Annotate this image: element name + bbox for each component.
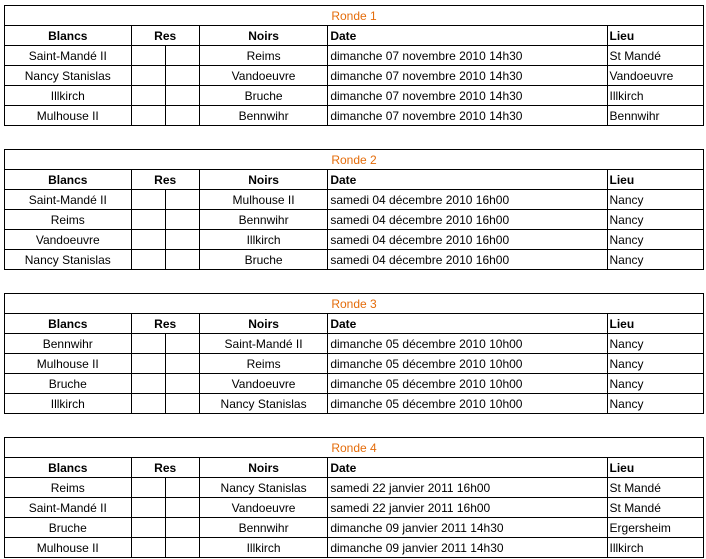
cell-date: samedi 22 janvier 2011 16h00 <box>328 478 607 498</box>
cell-noirs: Nancy Stanislas <box>199 478 328 498</box>
header-lieu: Lieu <box>607 170 703 190</box>
cell-date: samedi 22 janvier 2011 16h00 <box>328 498 607 518</box>
header-date: Date <box>328 26 607 46</box>
cell-res-white <box>131 210 165 230</box>
cell-res-white <box>131 230 165 250</box>
cell-blancs: Illkirch <box>5 394 132 414</box>
cell-blancs: Saint-Mandé II <box>5 46 132 66</box>
cell-res-black <box>165 354 199 374</box>
header-date: Date <box>328 170 607 190</box>
header-blancs: Blancs <box>5 314 132 334</box>
cell-date: dimanche 05 décembre 2010 10h00 <box>328 354 607 374</box>
cell-blancs: Mulhouse II <box>5 106 132 126</box>
cell-blancs: Reims <box>5 478 132 498</box>
cell-noirs: Nancy Stanislas <box>199 394 328 414</box>
cell-blancs: Vandoeuvre <box>5 230 132 250</box>
cell-res-black <box>165 106 199 126</box>
header-date: Date <box>328 458 607 478</box>
cell-date: dimanche 07 novembre 2010 14h30 <box>328 46 607 66</box>
header-date: Date <box>328 314 607 334</box>
cell-lieu: Nancy <box>607 374 703 394</box>
cell-noirs: Vandoeuvre <box>199 66 328 86</box>
cell-noirs: Mulhouse II <box>199 190 328 210</box>
cell-res-black <box>165 210 199 230</box>
cell-lieu: Illkirch <box>607 538 703 558</box>
cell-res-black <box>165 230 199 250</box>
cell-res-black <box>165 478 199 498</box>
cell-lieu: St Mandé <box>607 46 703 66</box>
cell-res-black <box>165 518 199 538</box>
match-row <box>5 334 704 354</box>
match-row <box>5 394 704 414</box>
cell-res-black <box>165 394 199 414</box>
match-row <box>5 498 704 518</box>
cell-blancs: Illkirch <box>5 86 132 106</box>
header-noirs: Noirs <box>199 458 328 478</box>
match-row <box>5 538 704 558</box>
header-lieu: Lieu <box>607 314 703 334</box>
cell-res-black <box>165 46 199 66</box>
cell-date: dimanche 09 janvier 2011 14h30 <box>328 518 607 538</box>
header-noirs: Noirs <box>199 26 328 46</box>
cell-res-black <box>165 374 199 394</box>
cell-blancs: Bruche <box>5 518 132 538</box>
header-res: Res <box>131 458 199 478</box>
cell-date: samedi 04 décembre 2010 16h00 <box>328 250 607 270</box>
cell-noirs: Vandoeuvre <box>199 374 328 394</box>
cell-res-black <box>165 498 199 518</box>
cell-lieu: Nancy <box>607 230 703 250</box>
cell-lieu: Nancy <box>607 334 703 354</box>
ronde-title: Ronde 1 <box>5 6 704 26</box>
cell-noirs: Illkirch <box>199 538 328 558</box>
cell-blancs: Bennwihr <box>5 334 132 354</box>
cell-res-white <box>131 190 165 210</box>
header-lieu: Lieu <box>607 26 703 46</box>
cell-res-black <box>165 334 199 354</box>
cell-res-white <box>131 478 165 498</box>
cell-blancs: Nancy Stanislas <box>5 66 132 86</box>
cell-lieu: Nancy <box>607 394 703 414</box>
match-row <box>5 230 704 250</box>
cell-date: dimanche 05 décembre 2010 10h00 <box>328 374 607 394</box>
ronde-table <box>4 5 704 126</box>
cell-res-white <box>131 394 165 414</box>
cell-res-white <box>131 250 165 270</box>
match-row <box>5 46 704 66</box>
cell-res-white <box>131 66 165 86</box>
cell-res-white <box>131 334 165 354</box>
cell-lieu: Vandoeuvre <box>607 66 703 86</box>
cell-lieu: St Mandé <box>607 498 703 518</box>
cell-res-black <box>165 86 199 106</box>
cell-lieu: St Mandé <box>607 478 703 498</box>
cell-lieu: Nancy <box>607 354 703 374</box>
cell-noirs: Illkirch <box>199 230 328 250</box>
header-res: Res <box>131 170 199 190</box>
cell-lieu: Ergersheim <box>607 518 703 538</box>
ronde-title: Ronde 3 <box>5 294 704 314</box>
header-lieu: Lieu <box>607 458 703 478</box>
cell-res-white <box>131 106 165 126</box>
cell-noirs: Saint-Mandé II <box>199 334 328 354</box>
match-row <box>5 106 704 126</box>
cell-date: dimanche 07 novembre 2010 14h30 <box>328 106 607 126</box>
cell-date: samedi 04 décembre 2010 16h00 <box>328 190 607 210</box>
cell-blancs: Saint-Mandé II <box>5 190 132 210</box>
cell-res-black <box>165 190 199 210</box>
cell-date: dimanche 07 novembre 2010 14h30 <box>328 86 607 106</box>
cell-blancs: Mulhouse II <box>5 354 132 374</box>
cell-noirs: Bennwihr <box>199 210 328 230</box>
cell-lieu: Nancy <box>607 250 703 270</box>
cell-res-white <box>131 374 165 394</box>
match-row <box>5 518 704 538</box>
header-blancs: Blancs <box>5 26 132 46</box>
cell-date: dimanche 09 janvier 2011 14h30 <box>328 538 607 558</box>
match-row <box>5 354 704 374</box>
header-res: Res <box>131 26 199 46</box>
cell-noirs: Bruche <box>199 86 328 106</box>
ronde-title: Ronde 2 <box>5 150 704 170</box>
ronde-table <box>4 437 704 558</box>
cell-lieu: Bennwihr <box>607 106 703 126</box>
cell-date: samedi 04 décembre 2010 16h00 <box>328 210 607 230</box>
cell-res-white <box>131 498 165 518</box>
match-row <box>5 478 704 498</box>
cell-noirs: Bennwihr <box>199 106 328 126</box>
cell-date: samedi 04 décembre 2010 16h00 <box>328 230 607 250</box>
cell-blancs: Saint-Mandé II <box>5 498 132 518</box>
cell-res-black <box>165 66 199 86</box>
cell-noirs: Bennwihr <box>199 518 328 538</box>
header-noirs: Noirs <box>199 170 328 190</box>
cell-blancs: Reims <box>5 210 132 230</box>
header-blancs: Blancs <box>5 458 132 478</box>
cell-noirs: Vandoeuvre <box>199 498 328 518</box>
cell-res-black <box>165 538 199 558</box>
cell-date: dimanche 05 décembre 2010 10h00 <box>328 334 607 354</box>
cell-res-white <box>131 46 165 66</box>
cell-res-white <box>131 354 165 374</box>
cell-lieu: Nancy <box>607 210 703 230</box>
match-row <box>5 374 704 394</box>
cell-res-white <box>131 518 165 538</box>
cell-date: dimanche 07 novembre 2010 14h30 <box>328 66 607 86</box>
cell-blancs: Nancy Stanislas <box>5 250 132 270</box>
cell-lieu: Nancy <box>607 190 703 210</box>
cell-date: dimanche 05 décembre 2010 10h00 <box>328 394 607 414</box>
match-row <box>5 210 704 230</box>
ronde-title: Ronde 4 <box>5 438 704 458</box>
cell-blancs: Bruche <box>5 374 132 394</box>
ronde-table <box>4 293 704 414</box>
cell-res-white <box>131 538 165 558</box>
match-row <box>5 86 704 106</box>
header-blancs: Blancs <box>5 170 132 190</box>
header-res: Res <box>131 314 199 334</box>
cell-res-black <box>165 250 199 270</box>
ronde-table <box>4 149 704 270</box>
cell-lieu: Illkirch <box>607 86 703 106</box>
cell-noirs: Reims <box>199 354 328 374</box>
cell-noirs: Reims <box>199 46 328 66</box>
cell-blancs: Mulhouse II <box>5 538 132 558</box>
cell-res-white <box>131 86 165 106</box>
match-row <box>5 190 704 210</box>
match-row <box>5 66 704 86</box>
header-noirs: Noirs <box>199 314 328 334</box>
cell-noirs: Bruche <box>199 250 328 270</box>
match-row <box>5 250 704 270</box>
